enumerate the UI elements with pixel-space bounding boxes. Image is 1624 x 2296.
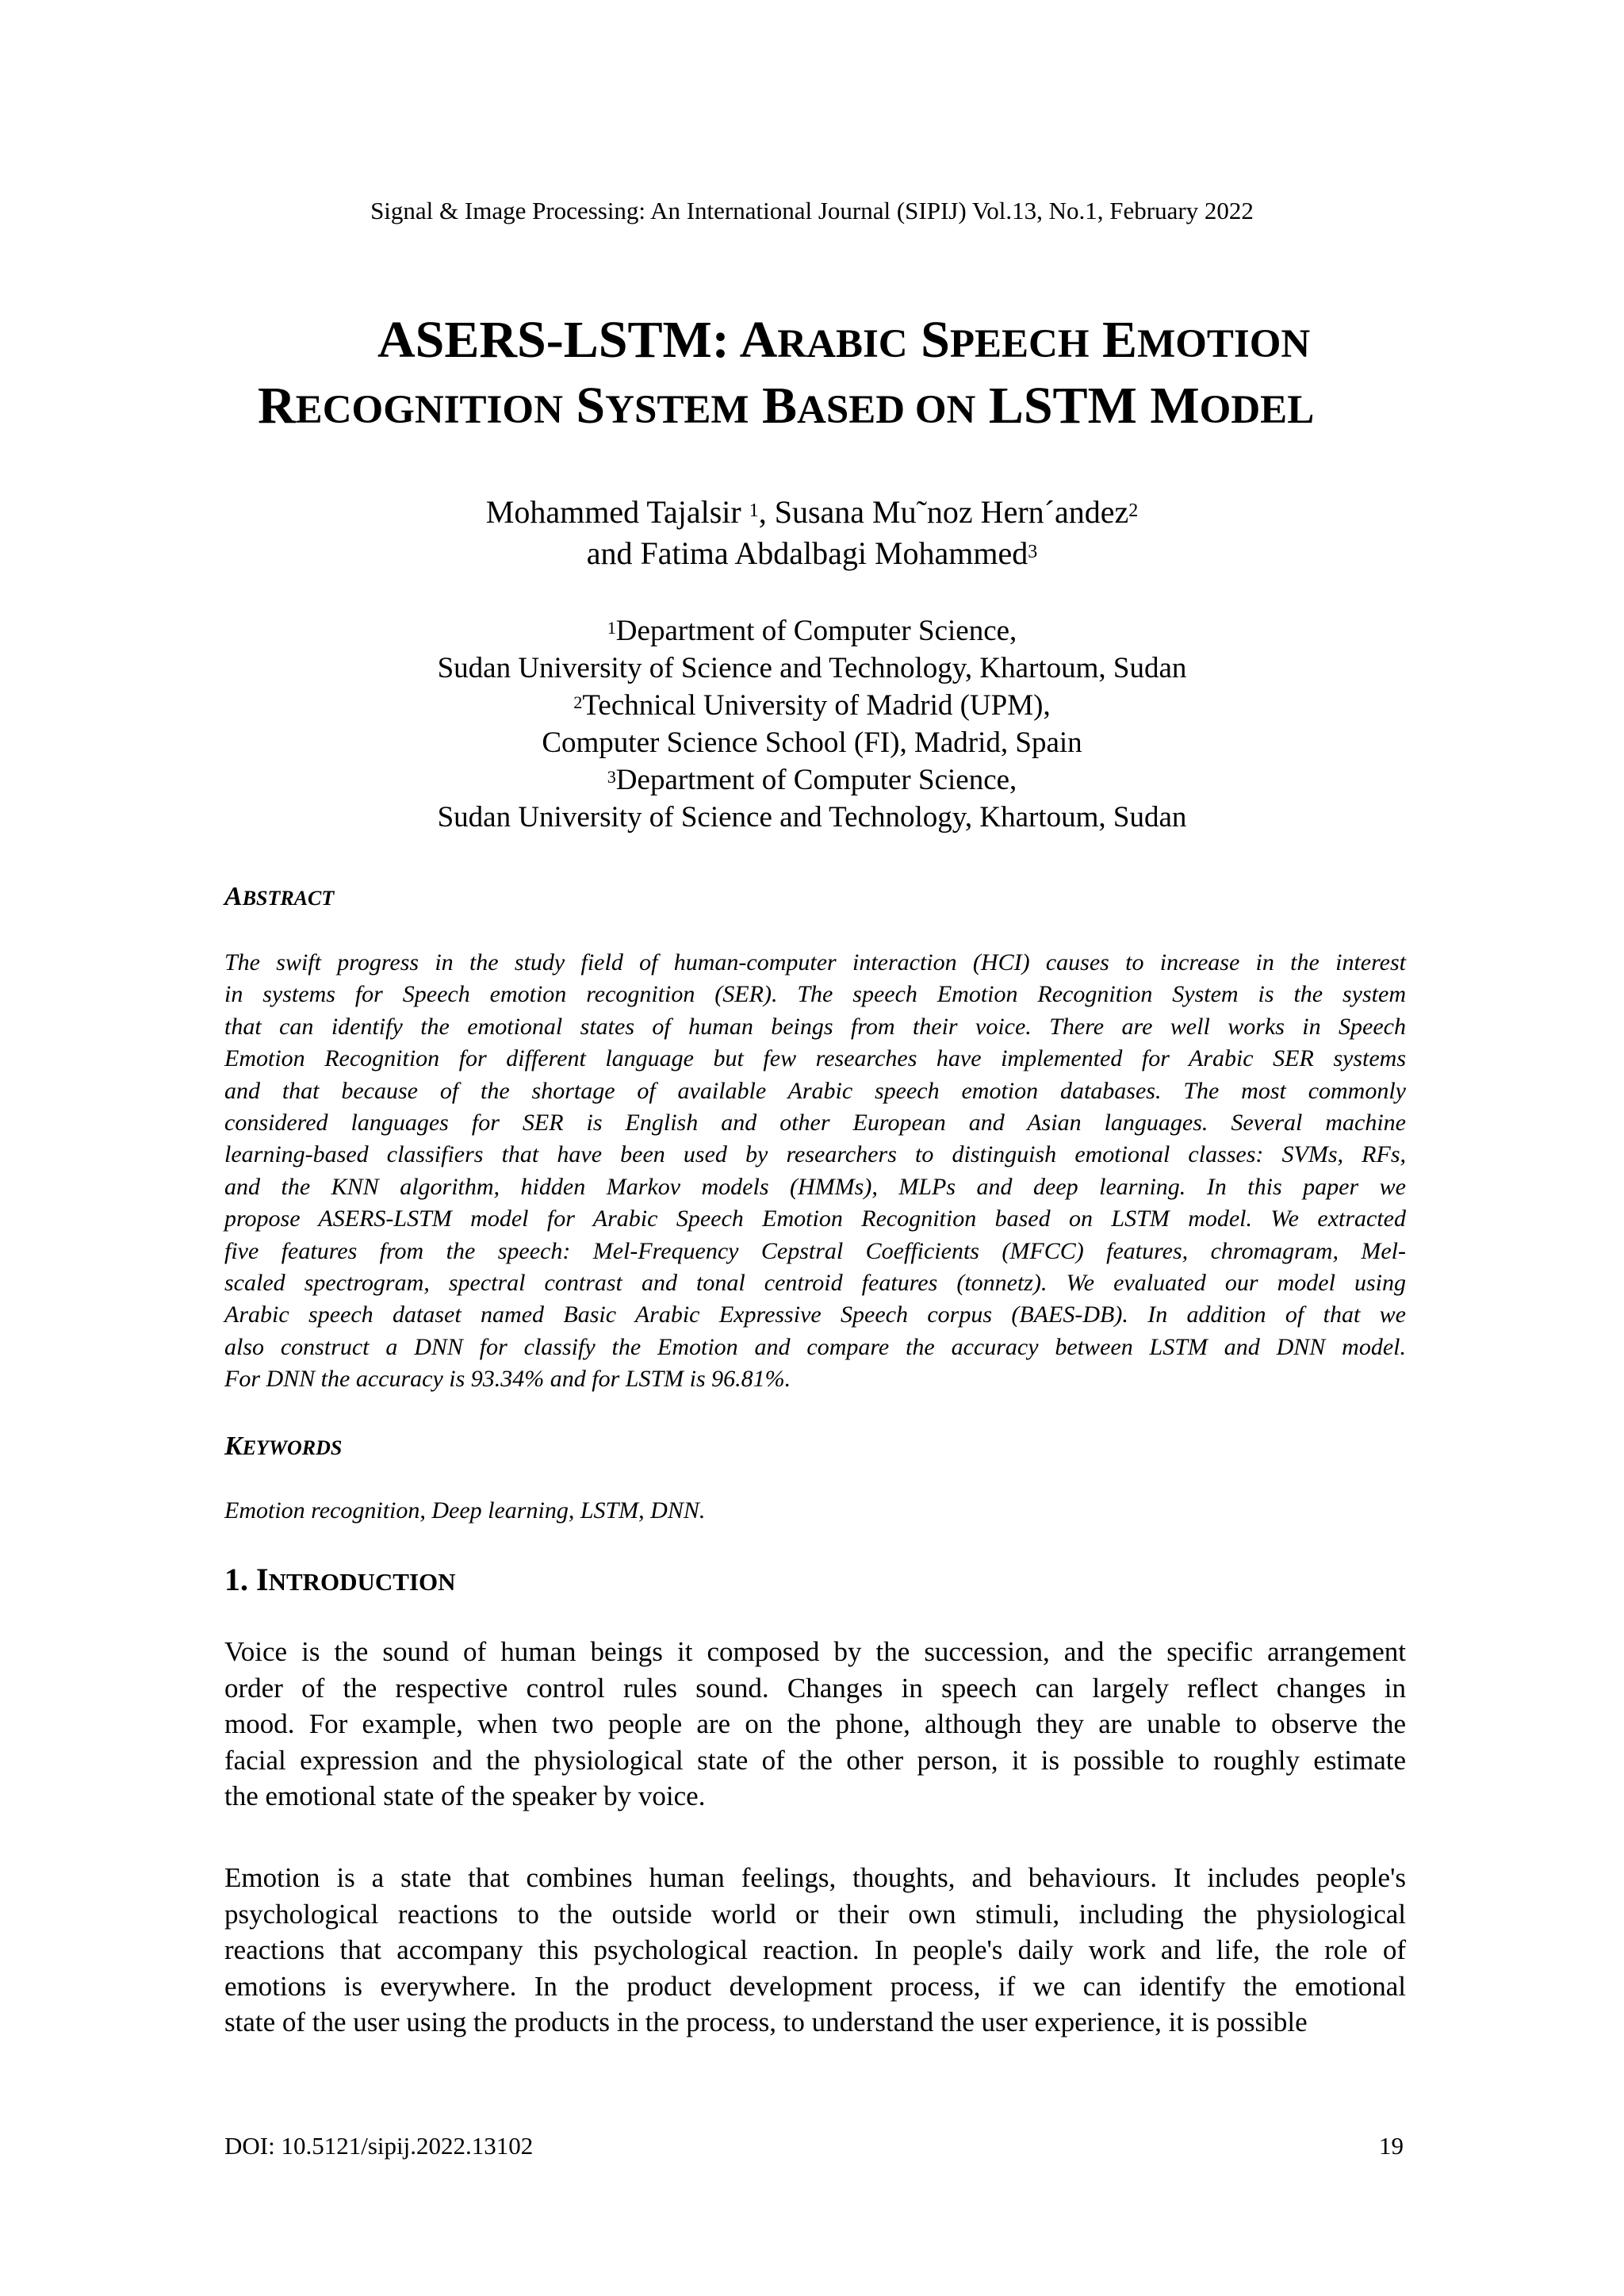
text-line: and that because of the shortage of available Arabic speech emotion databases. The most commonly (224, 1077, 1406, 1104)
text-line: learning-based classifiers that have been used by researchers to distinguish emotional classes: SVMs, RFs, (224, 1141, 1406, 1168)
title-segment: RABIC (777, 322, 908, 366)
keywords-heading-rest: EYWORDS (242, 1436, 343, 1459)
title-segment: E (1089, 311, 1138, 369)
affiliation-1-sup: 1 (607, 618, 616, 638)
keywords-heading-initial: K (224, 1432, 243, 1461)
text-line: in systems for Speech emotion recognition (SER). The speech Emotion Recognition System is the system (224, 981, 1406, 1008)
title-segment: ASED ON (797, 388, 976, 432)
abstract-heading (224, 882, 334, 912)
text-line: also construct a DNN for classify the Emotion and compare the accuracy between LSTM and DNN model. (224, 1333, 1406, 1360)
title-line-2 (258, 371, 1314, 445)
affiliations (0, 612, 1624, 836)
author-1: Mohammed Tajalsir (485, 494, 749, 530)
affiliation-3 (0, 761, 1624, 799)
title-segment: S (907, 311, 950, 369)
page-number: 19 (1379, 2132, 1404, 2160)
affiliation-3-sup: 3 (607, 767, 616, 788)
affiliation-2-inst: Technical University of Madrid (UPM), (582, 689, 1051, 722)
title-segment: S (562, 377, 606, 435)
affiliation-2-sup: 2 (573, 692, 583, 713)
text-line: mood. For example, when two people are on the phone, although they are unable to observe the (224, 1708, 1406, 1740)
affiliation-1-dept: Department of Computer Science, (615, 615, 1017, 647)
footer-doi: DOI: 10.5121/sipij.2022.13102 (224, 2132, 534, 2160)
affiliation-1-inst: Sudan University of Science and Technology, Khartoum, Sudan (437, 652, 1187, 684)
text-line: the emotional state of the speaker by voice. (224, 1780, 706, 1812)
introduction-heading-number: 1. I (224, 1562, 269, 1597)
text-line: psychological reactions to the outside world or their own stimuli, including the physiological (224, 1898, 1406, 1930)
text-line: state of the user using the products in the process, to understand the user experience, it is possible (224, 2007, 1308, 2038)
text-line: Emotion is a state that combines human feelings, thoughts, and behaviours. It includes people's (224, 1862, 1406, 1893)
author-1-sup: 1 (749, 500, 759, 521)
author-3: and Fatima Abdalbagi Mohammed (586, 535, 1028, 571)
title-segment: B (749, 377, 798, 435)
author-2: , Susana Mu˜noz Hern´andez (758, 494, 1129, 530)
title-line-1 (377, 305, 1310, 379)
title-segment: LSTM M (975, 377, 1200, 435)
title-segment: ECOGNITION (295, 388, 563, 432)
author-list (0, 492, 1624, 574)
text-line: Voice is the sound of human beings it composed by the succession, and the specific arrangement (224, 1636, 1406, 1667)
author-2-sup: 2 (1128, 500, 1139, 521)
text-line: reactions that accompany this psychological reaction. In people's daily work and life, the role of (224, 1934, 1406, 1966)
title-segment: ODEL (1199, 388, 1315, 432)
keywords-heading (224, 1432, 342, 1462)
abstract-heading-initial: A (224, 882, 243, 911)
text-line: and the KNN algorithm, hidden Markov models (HMMs), MLPs and deep learning. In this paper we (224, 1173, 1406, 1200)
abstract-text (224, 947, 1406, 1396)
text-line: that can identify the emotional states of human beings from their voice. There are well works in Speech (224, 1013, 1406, 1040)
text-line: emotions is everywhere. In the product development process, if we can identify the emotional (224, 1970, 1406, 2002)
keywords-text: Emotion recognition, Deep learning, LSTM, DNN. (224, 1497, 706, 1524)
title-segment: YSTEM (605, 388, 749, 432)
affiliation-3-dept: Department of Computer Science, (615, 764, 1017, 796)
author-3-sup: 3 (1028, 541, 1038, 562)
text-line: propose ASERS-LSTM model for Arabic Speech Emotion Recognition based on LSTM model. We extracted (224, 1205, 1406, 1232)
introduction-heading (224, 1561, 456, 1598)
affiliation-1 (0, 612, 1624, 650)
text-line: Emotion Recognition for different language but few researches have implemented for Arabic SER systems (224, 1045, 1406, 1072)
abstract-heading-rest: BSTRACT (242, 887, 335, 910)
introduction-heading-rest: NTRODUCTION (268, 1568, 456, 1596)
text-line: Arabic speech dataset named Basic Arabic Expressive Speech corpus (BAES-DB). In addition of that we (224, 1301, 1406, 1328)
intro-paragraph-2 (224, 1860, 1406, 2041)
affiliation-2-school: Computer Science School (FI), Madrid, Spain (542, 726, 1082, 759)
text-line: scaled spectrogram, spectral contrast and tonal centroid features (tonnetz). We evaluated our model using (224, 1270, 1406, 1297)
text-line: facial expression and the physiological state of the other person, it is possible to roughly estimate (224, 1744, 1406, 1776)
text-line: five features from the speech: Mel-Frequency Cepstral Coefficients (MFCC) features, chromagram, Mel- (224, 1237, 1406, 1264)
title-segment: R (258, 377, 296, 435)
title-segment: ASERS-LSTM: A (377, 311, 778, 369)
affiliation-3-inst: Sudan University of Science and Technology, Khartoum, Sudan (437, 801, 1187, 834)
journal-header: Signal & Image Processing: An International Journal (SIPIJ) Vol.13, No.1, February 2022 (370, 197, 1254, 224)
text-line: order of the respective control rules sound. Changes in speech can largely reflect changes in (224, 1672, 1406, 1704)
affiliation-2 (0, 687, 1624, 724)
author-line-1 (0, 492, 1624, 533)
text-line: For DNN the accuracy is 93.34% and for LSTM is 96.81%. (224, 1366, 791, 1393)
text-line: considered languages for SER is English and other European and Asian languages. Several machine (224, 1110, 1406, 1137)
author-line-2 (0, 533, 1624, 574)
intro-paragraph-1 (224, 1634, 1406, 1815)
text-line: The swift progress in the study field of human-computer interaction (HCI) causes to increase in the interest (224, 949, 1406, 976)
title-segment: MOTION (1137, 322, 1311, 366)
title-segment: PEECH (949, 322, 1090, 366)
